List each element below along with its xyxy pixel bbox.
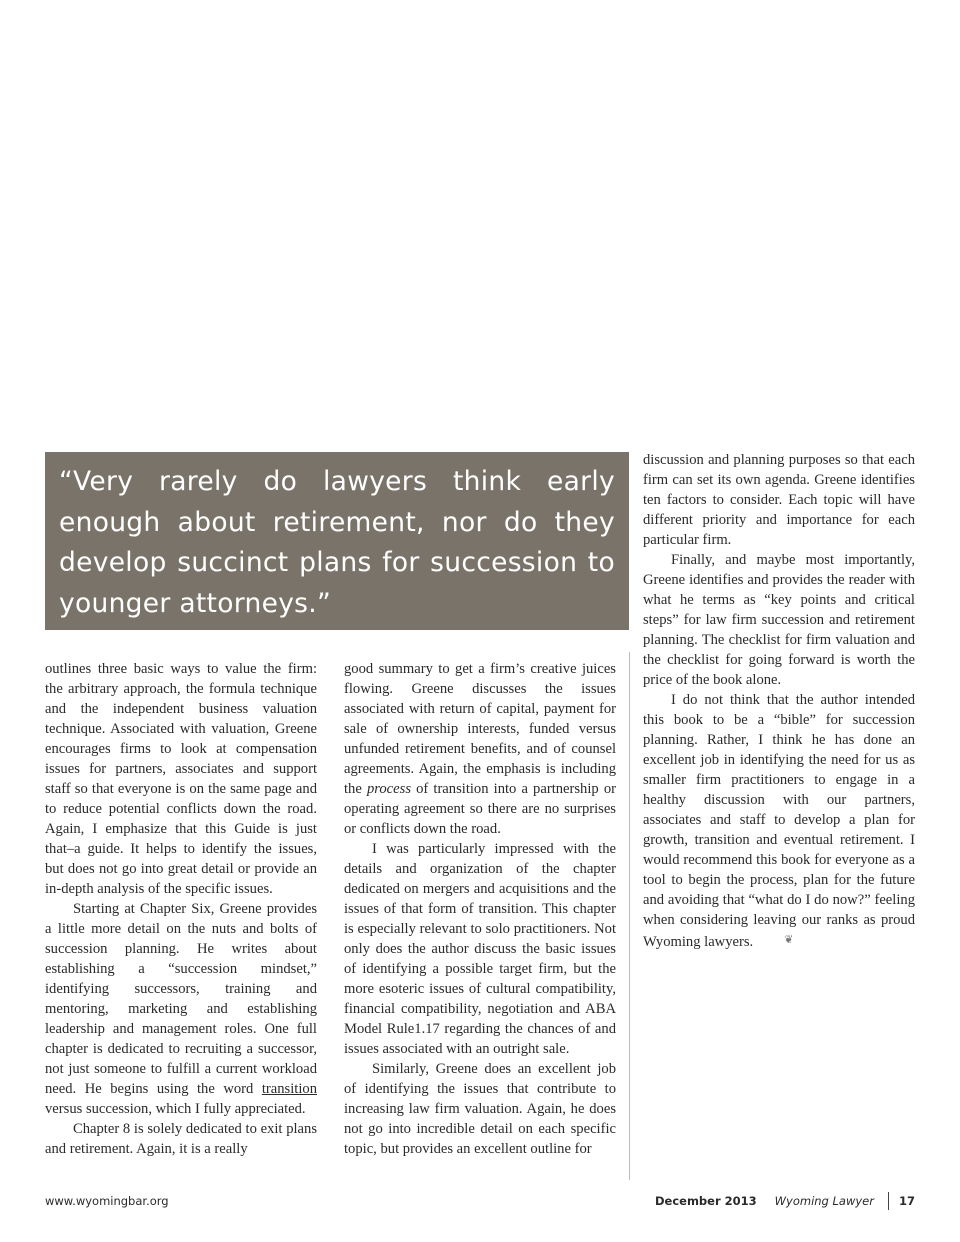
text-run: versus succession, which I fully appreciated. [45,1101,306,1117]
pull-quote-text: “Very rarely do lawyers think early enough about retirement, nor do they develop succinct plans for succession to younger attorneys.” [59,466,615,619]
article-column-2 [344,659,616,1159]
text-run: Starting at Chapter Six, Greene provides a little more detail on the nuts and bolts of succession planning. He writes about establishing a “succession mindset,” identifying successors, training and mentoring, marketing and establishing leadership and management roles. One full chapter is dedicated to recruiting a successor, not just someone to fulfill a current workload need. He begins using the word [45,901,317,1097]
paragraph [643,690,915,952]
pull-quote-box [45,452,629,630]
paragraph: Finally, and maybe most importantly, Greene identifies and provides the reader with what he terms as “key points and critical steps” for law firm succession and retirement planning. The checklist for firm valuation and the checklist for going forward is worth the price of the book alone. [643,552,915,688]
paragraph [45,899,317,1119]
paragraph: Similarly, Greene does an excellent job of identifying the issues that contribute to increasing law firm valuation. Again, he does not go into incredible detail on each specific topic, but provides an excellent outline for [344,1061,616,1157]
footer-divider [888,1192,889,1210]
paragraph: discussion and planning purposes so that each firm can set its own agenda. Greene identifies ten factors to consider. Each topic will have different priority and importance for each particular firm. [643,452,915,548]
page-number: 17 [898,1194,915,1208]
column-divider [629,652,630,1180]
end-of-article-mark-icon: ❦ [784,933,794,946]
paragraph: I was particularly impressed with the details and organization of the chapter dedicated on mergers and acquisitions and the issues of that form of transition. This chapter is especially relevant to solo practitioners. Not only does the author discuss the basic issues of identifying a possible target firm, but the more esoteric issues of cultural compatibility, financial compatibility, negotiation and ABA Model Rule1.17 regarding the chances of and issues associated with an outright sale. [344,841,616,1057]
paragraph: Chapter 8 is solely dedicated to exit plans and retirement. Again, it is a really [45,1121,317,1157]
paragraph: outlines three basic ways to value the firm: the arbitrary approach, the formula technique and the independent business valuation technique. Associated with valuation, Greene encourages firms to look at compensation issues for partners, associates and support staff so that everyone is on the same page and to reduce potential conflicts down the road. Again, I emphasize that this Guide is just that–a guide. It helps to identify the issues, but does not go into great detail or provide an in-depth analysis of the specific issues. [45,661,317,897]
text-run: I do not think that the author intended this book to be a “bible” for succession planning. Rather, I think he has done an excellent job in identifying the need for us as smaller firm practitioners to engage in a healthy discussion with our partners, associates and staff to develop a plan for growth, transition and eventual retirement. I would recommend this book for everyone as a tool to begin the process, plan for the future and avoiding that “what do I do now?” feeling when considering leaving our ranks as proud Wyoming lawyers. [643,692,915,950]
text-run: good summary to get a firm’s creative juices flowing. Greene discusses the issues associated with return of capital, payment for sale of ownership interests, funded versus unfunded retirement benefits, and of counsel agreements. Again, the emphasis is including the [344,661,616,797]
underlined-word: transition [261,1081,317,1097]
italic-word: process [366,781,411,797]
article-column-1 [45,659,317,1159]
article-column-3 [643,450,915,952]
text-run: of transition into a partnership or operating agreement so there are no surprises or conflicts down the road. [344,781,616,837]
paragraph [344,659,616,839]
footer-website-url: www.wyomingbar.org [45,1194,169,1208]
footer-magazine-name: Wyoming Lawyer [774,1194,874,1208]
footer-issue-date: December 2013 [654,1194,757,1208]
footer-issue-info [655,1192,915,1210]
